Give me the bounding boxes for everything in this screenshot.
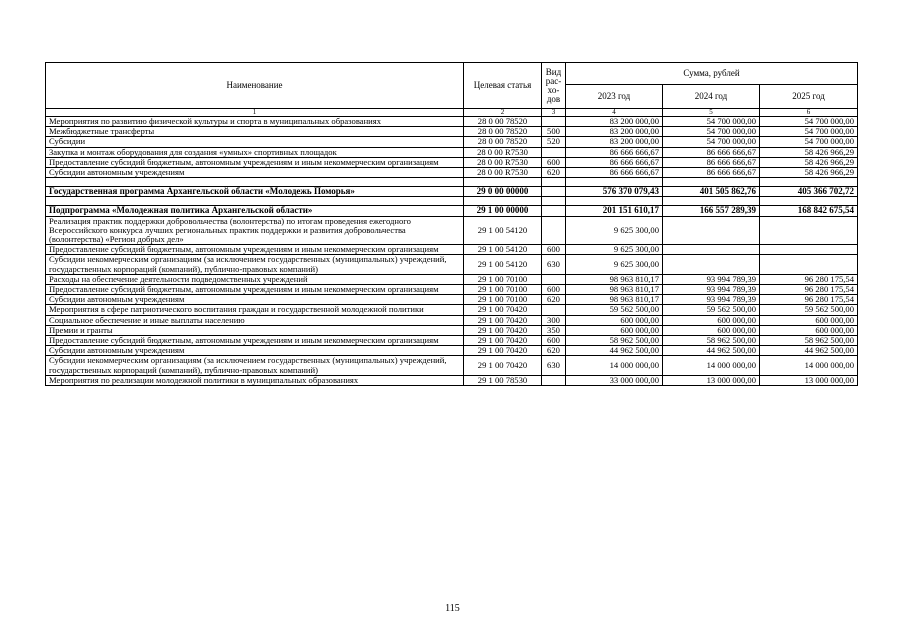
table-row bbox=[46, 127, 858, 137]
row-target-article: 29 1 00 70420 bbox=[464, 356, 542, 375]
row-target-article: 29 1 00 54120 bbox=[464, 245, 542, 255]
row-sum-2024: 93 994 789,39 bbox=[663, 274, 760, 284]
row-sum-2023: 576 370 079,43 bbox=[566, 187, 663, 197]
row-sum-2025: 54 700 000,00 bbox=[760, 137, 858, 147]
column-number: 5 bbox=[663, 109, 760, 117]
header-target-article: Целевая статья bbox=[464, 63, 542, 109]
column-number: 1 bbox=[46, 109, 464, 117]
program-row bbox=[46, 187, 858, 197]
row-name: Субсидии некоммерческим организациям (за исключением государственных (муниципальных) учреждений, государственных корпораций (компаний), публично-правовых компаний) bbox=[46, 356, 464, 375]
row-sum-2023: 9 625 300,00 bbox=[566, 216, 663, 245]
table-row bbox=[46, 117, 858, 127]
row-name: Социальное обеспечение и иные выплаты населению bbox=[46, 315, 464, 325]
row-target-article: 29 1 00 70100 bbox=[464, 295, 542, 305]
row-sum-2023: 83 200 000,00 bbox=[566, 127, 663, 137]
spacer-row bbox=[46, 178, 858, 187]
row-name: Межбюджетные трансферты bbox=[46, 127, 464, 137]
row-name: Субсидии некоммерческим организациям (за исключением государственных (муниципальных) учреждений, государственных корпораций (компаний), публично-правовых компаний) bbox=[46, 255, 464, 274]
row-sum-2023: 44 962 500,00 bbox=[566, 346, 663, 356]
row-name: Мероприятия в сфере патриотического воспитания граждан и государственной молодежной политики bbox=[46, 305, 464, 315]
row-sum-2024: 93 994 789,39 bbox=[663, 285, 760, 295]
row-target-article: 28 0 00 78520 bbox=[464, 137, 542, 147]
row-name: Предоставление субсидий бюджетным, автономным учреждениям и иным некоммерческим организациям bbox=[46, 336, 464, 346]
spacer-row bbox=[46, 197, 858, 206]
row-sum-2023: 86 666 666,67 bbox=[566, 147, 663, 157]
row-target-article: 29 1 00 70420 bbox=[464, 315, 542, 325]
table-row bbox=[46, 147, 858, 157]
row-target-article: 29 1 00 00000 bbox=[464, 206, 542, 216]
row-expense-type: 350 bbox=[542, 325, 566, 335]
row-sum-2024: 13 000 000,00 bbox=[663, 375, 760, 385]
row-sum-2025: 13 000 000,00 bbox=[760, 375, 858, 385]
row-expense-type bbox=[542, 274, 566, 284]
table-row bbox=[46, 157, 858, 167]
table-row bbox=[46, 274, 858, 284]
row-sum-2025: 58 962 500,00 bbox=[760, 336, 858, 346]
table-row bbox=[46, 325, 858, 335]
column-number: 6 bbox=[760, 109, 858, 117]
row-sum-2024: 401 505 862,76 bbox=[663, 187, 760, 197]
row-sum-2025: 58 426 966,29 bbox=[760, 157, 858, 167]
row-sum-2024: 166 557 289,39 bbox=[663, 206, 760, 216]
row-target-article: 28 0 00 R7530 bbox=[464, 147, 542, 157]
row-sum-2023: 9 625 300,00 bbox=[566, 255, 663, 274]
row-target-article: 29 1 00 70420 bbox=[464, 336, 542, 346]
row-name: Мероприятия по реализации молодежной политики в муниципальных образованиях bbox=[46, 375, 464, 385]
row-name: Расходы на обеспечение деятельности подведомственных учреждений bbox=[46, 274, 464, 284]
row-target-article: 29 1 00 70420 bbox=[464, 325, 542, 335]
row-sum-2023: 83 200 000,00 bbox=[566, 137, 663, 147]
row-name: Мероприятия по развитию физической культуры и спорта в муниципальных образованиях bbox=[46, 117, 464, 127]
row-expense-type: 520 bbox=[542, 137, 566, 147]
row-expense-type bbox=[542, 117, 566, 127]
row-target-article: 29 0 00 00000 bbox=[464, 187, 542, 197]
row-target-article: 28 0 00 R7530 bbox=[464, 157, 542, 167]
row-name: Государственная программа Архангельской области «Молодежь Поморья» bbox=[46, 187, 464, 197]
row-sum-2023: 59 562 500,00 bbox=[566, 305, 663, 315]
row-expense-type: 600 bbox=[542, 245, 566, 255]
row-sum-2025: 58 426 966,29 bbox=[760, 168, 858, 178]
row-sum-2023: 600 000,00 bbox=[566, 315, 663, 325]
table-row bbox=[46, 255, 858, 274]
header-name: Наименование bbox=[46, 63, 464, 109]
row-sum-2025 bbox=[760, 245, 858, 255]
row-expense-type: 600 bbox=[542, 336, 566, 346]
row-sum-2024 bbox=[663, 245, 760, 255]
row-sum-2024: 44 962 500,00 bbox=[663, 346, 760, 356]
row-expense-type bbox=[542, 305, 566, 315]
row-name: Закупка и монтаж оборудования для создания «умных» спортивных площадок bbox=[46, 147, 464, 157]
row-sum-2024: 54 700 000,00 bbox=[663, 137, 760, 147]
row-sum-2023: 83 200 000,00 bbox=[566, 117, 663, 127]
row-sum-2025: 600 000,00 bbox=[760, 315, 858, 325]
header-sum: Сумма, рублей bbox=[566, 63, 858, 85]
row-sum-2024: 54 700 000,00 bbox=[663, 127, 760, 137]
row-name: Субсидии автономным учреждениям bbox=[46, 168, 464, 178]
table-row bbox=[46, 168, 858, 178]
column-number: 2 bbox=[464, 109, 542, 117]
row-name: Субсидии bbox=[46, 137, 464, 147]
subprogram-row bbox=[46, 206, 858, 216]
row-target-article: 29 1 00 70420 bbox=[464, 346, 542, 356]
row-expense-type: 600 bbox=[542, 285, 566, 295]
row-sum-2024: 58 962 500,00 bbox=[663, 336, 760, 346]
table-row bbox=[46, 315, 858, 325]
table-row bbox=[46, 285, 858, 295]
row-target-article: 28 0 00 78520 bbox=[464, 127, 542, 137]
row-sum-2024: 59 562 500,00 bbox=[663, 305, 760, 315]
table-row bbox=[46, 346, 858, 356]
column-number: 4 bbox=[566, 109, 663, 117]
row-sum-2023: 98 963 810,17 bbox=[566, 295, 663, 305]
row-sum-2024: 600 000,00 bbox=[663, 315, 760, 325]
row-sum-2023: 86 666 666,67 bbox=[566, 168, 663, 178]
row-name: Предоставление субсидий бюджетным, автономным учреждениям и иным некоммерческим организациям bbox=[46, 245, 464, 255]
row-sum-2024: 600 000,00 bbox=[663, 325, 760, 335]
table-row bbox=[46, 137, 858, 147]
row-target-article: 29 1 00 78530 bbox=[464, 375, 542, 385]
row-expense-type bbox=[542, 206, 566, 216]
row-target-article: 29 1 00 70100 bbox=[464, 274, 542, 284]
row-expense-type bbox=[542, 187, 566, 197]
column-number-row bbox=[46, 109, 858, 117]
row-expense-type bbox=[542, 147, 566, 157]
row-sum-2025 bbox=[760, 216, 858, 245]
row-target-article: 29 1 00 54120 bbox=[464, 255, 542, 274]
row-expense-type: 600 bbox=[542, 157, 566, 167]
row-sum-2024: 54 700 000,00 bbox=[663, 117, 760, 127]
row-sum-2025: 600 000,00 bbox=[760, 325, 858, 335]
table-row bbox=[46, 305, 858, 315]
row-target-article: 29 1 00 54120 bbox=[464, 216, 542, 245]
header-year-2024: 2024 год bbox=[663, 85, 760, 109]
row-sum-2024: 14 000 000,00 bbox=[663, 356, 760, 375]
row-target-article: 29 1 00 70420 bbox=[464, 305, 542, 315]
row-name: Субсидии автономным учреждениям bbox=[46, 346, 464, 356]
row-expense-type bbox=[542, 216, 566, 245]
row-target-article: 29 1 00 70100 bbox=[464, 285, 542, 295]
row-sum-2025: 14 000 000,00 bbox=[760, 356, 858, 375]
table-row bbox=[46, 336, 858, 346]
row-sum-2023: 98 963 810,17 bbox=[566, 285, 663, 295]
table-row bbox=[46, 295, 858, 305]
row-sum-2025: 168 842 675,54 bbox=[760, 206, 858, 216]
row-expense-type: 620 bbox=[542, 346, 566, 356]
table-row bbox=[46, 245, 858, 255]
row-sum-2023: 9 625 300,00 bbox=[566, 245, 663, 255]
row-sum-2023: 58 962 500,00 bbox=[566, 336, 663, 346]
table-row bbox=[46, 375, 858, 385]
header-expense-type: Вид рас-хо-дов bbox=[542, 63, 566, 109]
row-sum-2025: 58 426 966,29 bbox=[760, 147, 858, 157]
row-sum-2025: 54 700 000,00 bbox=[760, 117, 858, 127]
row-expense-type bbox=[542, 375, 566, 385]
row-expense-type: 300 bbox=[542, 315, 566, 325]
row-sum-2024 bbox=[663, 255, 760, 274]
row-expense-type: 630 bbox=[542, 255, 566, 274]
page-number: 115 bbox=[445, 603, 460, 614]
row-sum-2023: 14 000 000,00 bbox=[566, 356, 663, 375]
row-expense-type: 620 bbox=[542, 295, 566, 305]
row-sum-2023: 98 963 810,17 bbox=[566, 274, 663, 284]
row-name: Премии и гранты bbox=[46, 325, 464, 335]
row-sum-2025: 59 562 500,00 bbox=[760, 305, 858, 315]
row-sum-2024: 86 666 666,67 bbox=[663, 168, 760, 178]
table-row bbox=[46, 216, 858, 245]
row-sum-2023: 33 000 000,00 bbox=[566, 375, 663, 385]
row-target-article: 28 0 00 78520 bbox=[464, 117, 542, 127]
header-year-2023: 2023 год bbox=[566, 85, 663, 109]
row-sum-2024: 93 994 789,39 bbox=[663, 295, 760, 305]
header-year-2025: 2025 год bbox=[760, 85, 858, 109]
row-sum-2024: 86 666 666,67 bbox=[663, 147, 760, 157]
row-sum-2025: 96 280 175,54 bbox=[760, 285, 858, 295]
row-expense-type: 620 bbox=[542, 168, 566, 178]
row-sum-2023: 201 151 610,17 bbox=[566, 206, 663, 216]
row-sum-2025: 405 366 702,72 bbox=[760, 187, 858, 197]
row-sum-2025: 96 280 175,54 bbox=[760, 274, 858, 284]
row-target-article: 28 0 00 R7530 bbox=[464, 168, 542, 178]
row-expense-type: 500 bbox=[542, 127, 566, 137]
row-sum-2023: 600 000,00 bbox=[566, 325, 663, 335]
row-name: Реализация практик поддержки добровольчества (волонтерства) по итогам проведения ежегодного Всероссийского конкурса лучших региональных практик поддержки и развития добровольчества (волонтерства) «Регион добрых дел» bbox=[46, 216, 464, 245]
table-row bbox=[46, 356, 858, 375]
row-name: Субсидии автономным учреждениям bbox=[46, 295, 464, 305]
row-sum-2025 bbox=[760, 255, 858, 274]
row-name: Подпрограмма «Молодежная политика Архангельской области» bbox=[46, 206, 464, 216]
row-expense-type: 630 bbox=[542, 356, 566, 375]
row-sum-2024: 86 666 666,67 bbox=[663, 157, 760, 167]
row-sum-2023: 86 666 666,67 bbox=[566, 157, 663, 167]
row-name: Предоставление субсидий бюджетным, автономным учреждениям и иным некоммерческим организациям bbox=[46, 285, 464, 295]
budget-table bbox=[45, 62, 858, 386]
row-sum-2025: 96 280 175,54 bbox=[760, 295, 858, 305]
row-sum-2025: 44 962 500,00 bbox=[760, 346, 858, 356]
row-sum-2024 bbox=[663, 216, 760, 245]
row-name: Предоставление субсидий бюджетным, автономным учреждениям и иным некоммерческим организациям bbox=[46, 157, 464, 167]
column-number: 3 bbox=[542, 109, 566, 117]
row-sum-2025: 54 700 000,00 bbox=[760, 127, 858, 137]
